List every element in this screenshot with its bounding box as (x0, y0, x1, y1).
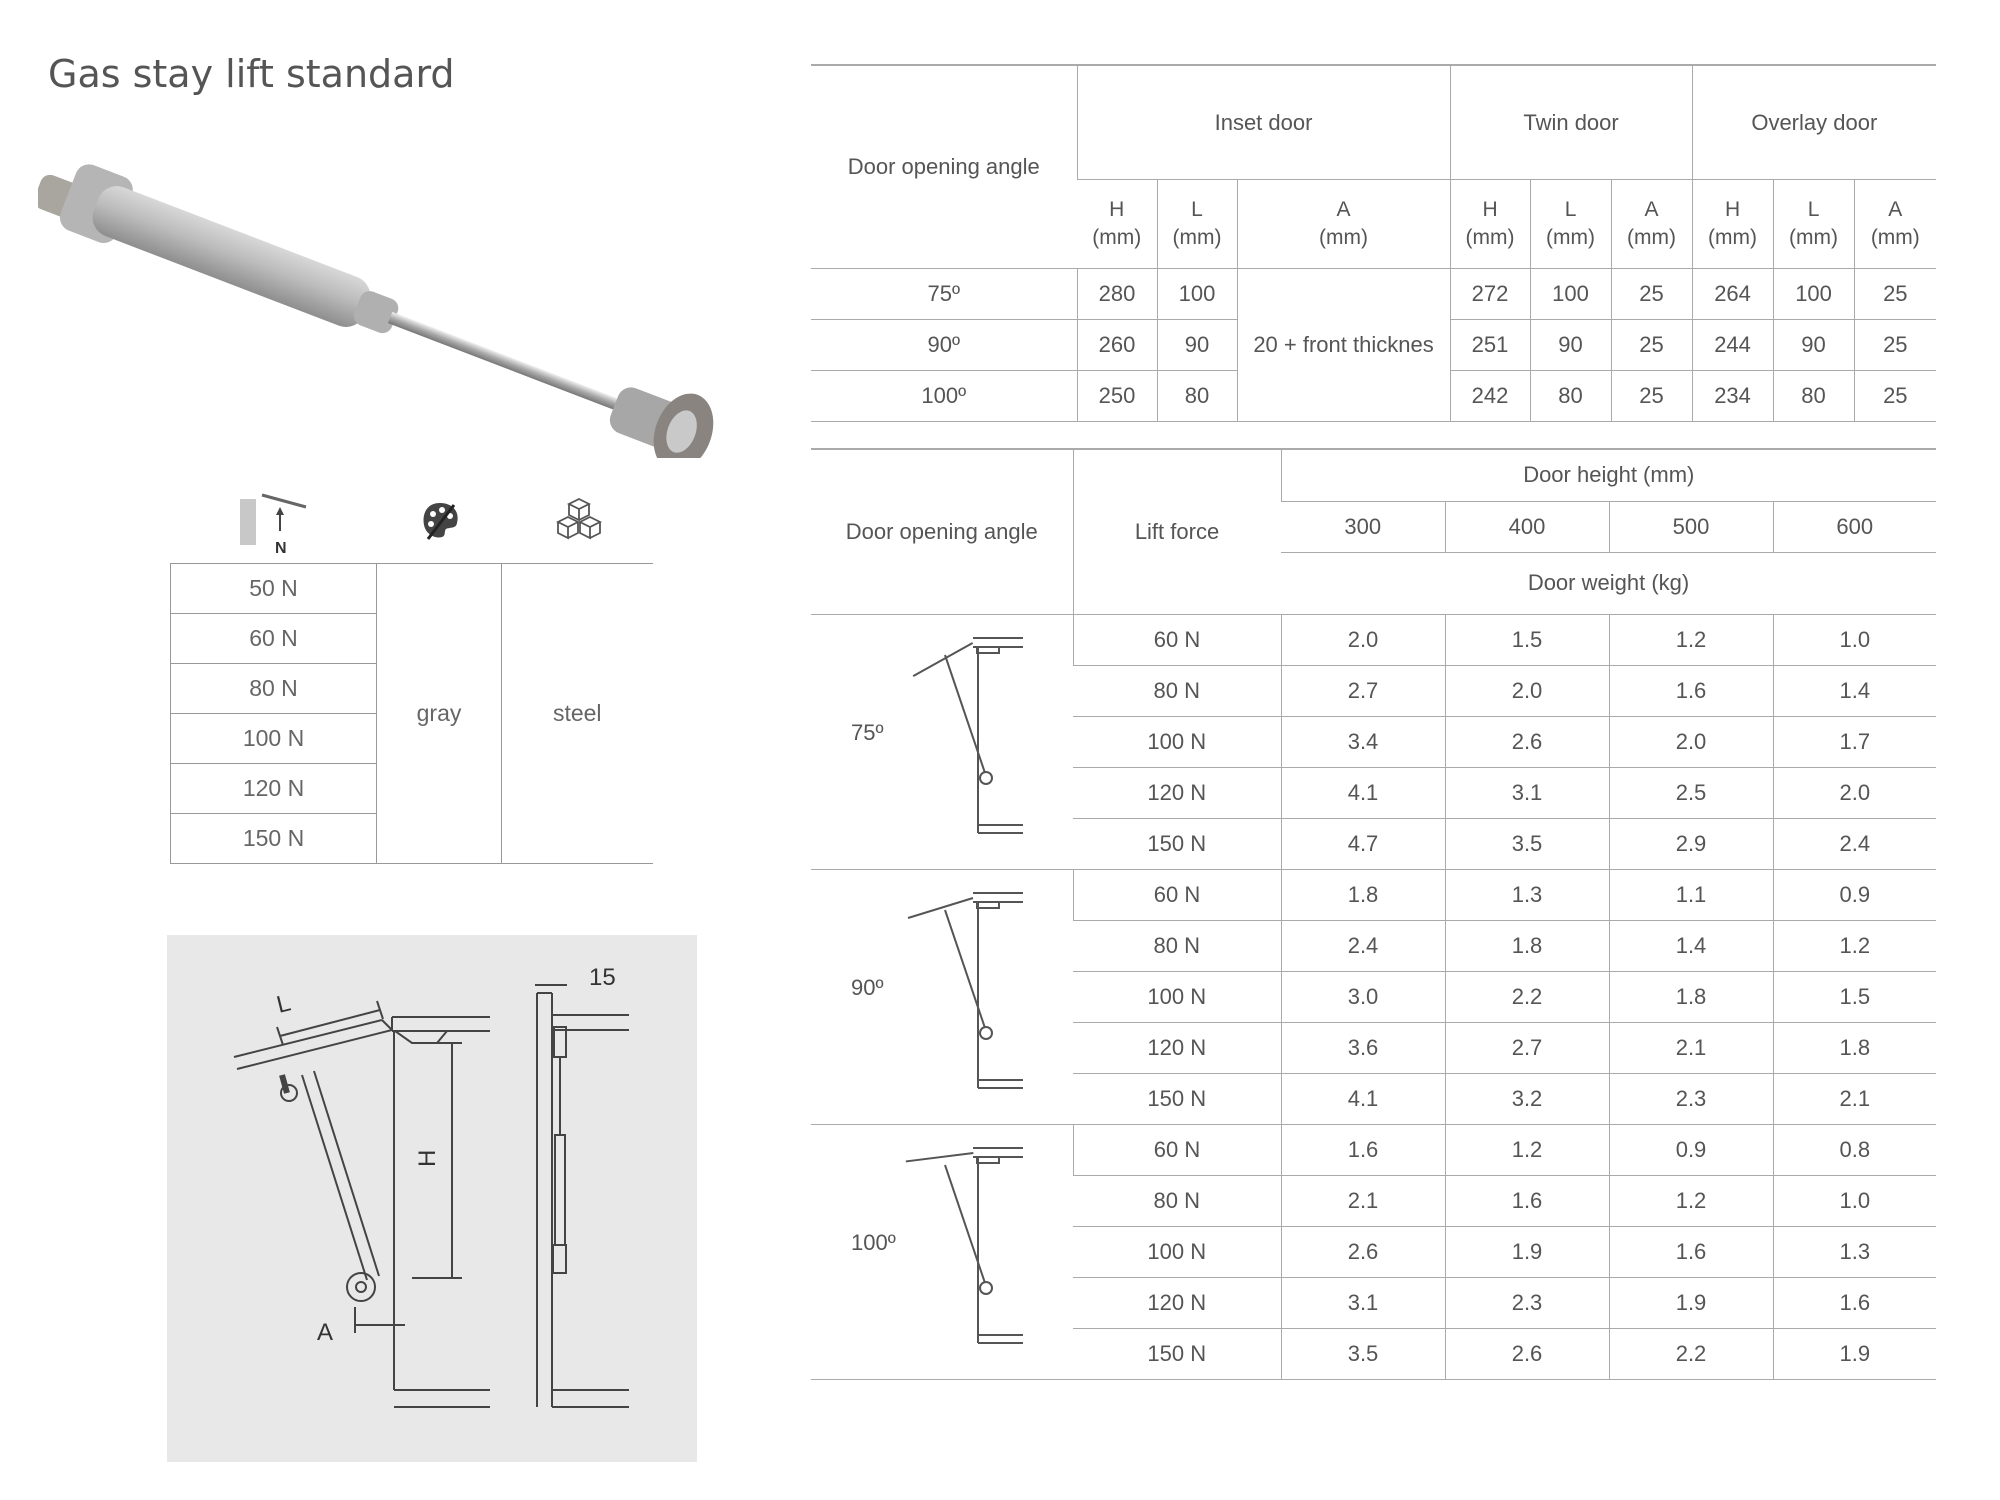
weight-value-cell: 4.1 (1281, 1073, 1445, 1124)
weight-value-cell: 3.1 (1445, 767, 1609, 818)
dimensions-table (811, 64, 1936, 422)
lift-force-cell: 80 N (1073, 665, 1281, 716)
installation-drawing (167, 935, 697, 1462)
lift-force-cell: 100 N (1073, 716, 1281, 767)
installation-diagram (167, 935, 697, 1462)
table-row (811, 869, 1936, 920)
weight-value-cell: 1.3 (1445, 869, 1609, 920)
angle-cell: 100º (811, 371, 1077, 422)
lift-force-cell: 100 N (1073, 1226, 1281, 1277)
door-angle-90-icon (903, 888, 1033, 1108)
dimension-label-H: H (414, 1149, 441, 1167)
header-door-opening-angle: Door opening angle (811, 449, 1073, 614)
weight-value-cell: 2.0 (1281, 614, 1445, 665)
lift-force-cell: 60 N (1073, 614, 1281, 665)
value-cell: 100 (1157, 269, 1237, 320)
weight-value-cell: 1.7 (1773, 716, 1936, 767)
lift-force-cell: 80 N (1073, 920, 1281, 971)
force-option: 100 N (171, 714, 377, 764)
dimension-label-A: A (317, 1319, 334, 1346)
col-unit: (mm) (1092, 226, 1142, 250)
height-col: 600 (1773, 501, 1936, 552)
weight-value-cell: 1.9 (1773, 1328, 1936, 1379)
header-door-weight: Door weight (kg) (1281, 552, 1936, 614)
value-cell: 280 (1077, 269, 1157, 320)
header-twin-door: Twin door (1450, 65, 1692, 180)
weight-value-cell: 2.9 (1609, 818, 1773, 869)
col-L: L (1191, 198, 1203, 222)
value-cell: 244 (1692, 320, 1773, 371)
weight-value-cell: 2.1 (1773, 1073, 1936, 1124)
lift-force-cell: 120 N (1073, 767, 1281, 818)
weight-value-cell: 2.0 (1609, 716, 1773, 767)
weight-value-cell: 3.0 (1281, 971, 1445, 1022)
value-cell: 25 (1611, 269, 1692, 320)
weight-value-cell: 3.2 (1445, 1073, 1609, 1124)
weight-value-cell: 1.2 (1445, 1124, 1609, 1175)
weight-value-cell: 1.1 (1609, 869, 1773, 920)
angle-label: 100º (851, 1229, 896, 1255)
weight-value-cell: 1.8 (1281, 869, 1445, 920)
value-cell: 25 (1611, 320, 1692, 371)
value-cell: 242 (1450, 371, 1530, 422)
weight-value-cell: 3.1 (1281, 1277, 1445, 1328)
height-col: 400 (1445, 501, 1609, 552)
force-option: 60 N (171, 614, 377, 664)
weight-value-cell: 1.8 (1445, 920, 1609, 971)
angle-group-cell (811, 869, 1073, 1124)
angle-cell: 90º (811, 320, 1077, 371)
col-unit: (mm) (1546, 226, 1596, 250)
table-row (811, 614, 1936, 665)
col-H: H (1482, 198, 1498, 222)
col-L: L (1564, 198, 1577, 222)
col-L: L (1807, 198, 1820, 222)
weight-value-cell: 2.2 (1445, 971, 1609, 1022)
lift-force-cell: 150 N (1073, 818, 1281, 869)
weight-value-cell: 2.4 (1281, 920, 1445, 971)
variants-table (170, 563, 653, 864)
angle-group-cell (811, 1124, 1073, 1379)
weight-value-cell: 3.4 (1281, 716, 1445, 767)
force-icon (238, 493, 308, 557)
page-title: Gas stay lift standard (48, 52, 455, 96)
angle-group-cell (811, 614, 1073, 869)
weight-value-cell: 0.9 (1773, 869, 1936, 920)
weight-value-cell: 1.4 (1609, 920, 1773, 971)
weight-value-cell: 1.6 (1773, 1277, 1936, 1328)
value-cell: 80 (1773, 371, 1854, 422)
weight-value-cell: 1.3 (1773, 1226, 1936, 1277)
door-angle-75-icon (903, 633, 1033, 853)
value-cell: 100 (1530, 269, 1611, 320)
col-unit: (mm) (1172, 226, 1222, 250)
value-cell: 80 (1157, 371, 1237, 422)
col-unit: (mm) (1708, 226, 1758, 250)
weight-value-cell: 2.4 (1773, 818, 1936, 869)
lift-force-cell: 60 N (1073, 1124, 1281, 1175)
col-H: H (1109, 198, 1125, 222)
weight-value-cell: 1.5 (1773, 971, 1936, 1022)
angle-label: 90º (851, 974, 884, 1000)
force-option: 120 N (171, 764, 377, 814)
lift-force-cell: 120 N (1073, 1277, 1281, 1328)
weight-value-cell: 1.8 (1773, 1022, 1936, 1073)
force-option: 50 N (171, 564, 377, 614)
value-cell: 25 (1611, 371, 1692, 422)
header-door-opening-angle: Door opening angle (811, 65, 1077, 269)
col-unit: (mm) (1870, 226, 1920, 250)
dimension-label-15: 15 (589, 964, 616, 991)
col-A: A (1888, 198, 1903, 222)
weight-value-cell: 2.1 (1281, 1175, 1445, 1226)
weight-value-cell: 1.2 (1773, 920, 1936, 971)
weight-value-cell: 1.2 (1609, 1175, 1773, 1226)
angle-cell: 75º (811, 269, 1077, 320)
weight-value-cell: 4.1 (1281, 767, 1445, 818)
value-cell: 272 (1450, 269, 1530, 320)
weight-value-cell: 1.4 (1773, 665, 1936, 716)
lift-force-cell: 60 N (1073, 869, 1281, 920)
value-cell: 260 (1077, 320, 1157, 371)
weight-value-cell: 2.2 (1609, 1328, 1773, 1379)
weight-value-cell: 3.5 (1445, 818, 1609, 869)
value-cell: 25 (1854, 269, 1936, 320)
weight-value-cell: 1.8 (1609, 971, 1773, 1022)
weight-value-cell: 2.6 (1445, 1328, 1609, 1379)
value-cell: 100 (1773, 269, 1854, 320)
lift-force-cell: 150 N (1073, 1073, 1281, 1124)
weight-value-cell: 1.9 (1609, 1277, 1773, 1328)
angle-label: 75º (851, 719, 884, 745)
lift-force-cell: 100 N (1073, 971, 1281, 1022)
weight-value-cell: 3.6 (1281, 1022, 1445, 1073)
lift-force-cell: 150 N (1073, 1328, 1281, 1379)
inset-A-value: 20 + front thicknes (1237, 269, 1450, 422)
table-row (811, 1124, 1936, 1175)
lift-force-cell: 80 N (1073, 1175, 1281, 1226)
weight-value-cell: 2.0 (1445, 665, 1609, 716)
weight-value-cell: 1.0 (1773, 1175, 1936, 1226)
header-inset-door: Inset door (1077, 65, 1450, 180)
weight-value-cell: 1.6 (1281, 1124, 1445, 1175)
weight-value-cell: 2.5 (1609, 767, 1773, 818)
cubes-material-icon (555, 495, 603, 543)
gas-stay-product-image (38, 138, 778, 458)
weight-value-cell: 2.6 (1281, 1226, 1445, 1277)
palette-icon (420, 499, 460, 543)
value-cell: 251 (1450, 320, 1530, 371)
weight-value-cell: 1.5 (1445, 614, 1609, 665)
weight-value-cell: 0.9 (1609, 1124, 1773, 1175)
value-cell: 80 (1530, 371, 1611, 422)
material-value: steel (502, 564, 653, 864)
col-unit: (mm) (1465, 226, 1515, 250)
height-col: 300 (1281, 501, 1445, 552)
weight-value-cell: 1.9 (1445, 1226, 1609, 1277)
weight-value-cell: 2.3 (1609, 1073, 1773, 1124)
value-cell: 25 (1854, 320, 1936, 371)
value-cell: 264 (1692, 269, 1773, 320)
col-unit: (mm) (1627, 226, 1677, 250)
door-angle-100-icon (903, 1143, 1033, 1363)
col-H: H (1724, 198, 1741, 222)
value-cell: 25 (1854, 371, 1936, 422)
col-unit: (mm) (1789, 226, 1839, 250)
weight-value-cell: 2.7 (1281, 665, 1445, 716)
force-unit-label: N (275, 540, 287, 557)
weight-value-cell: 0.8 (1773, 1124, 1936, 1175)
value-cell: 234 (1692, 371, 1773, 422)
weight-value-cell: 2.0 (1773, 767, 1936, 818)
col-A: A (1336, 198, 1351, 222)
col-A: A (1644, 198, 1659, 222)
value-cell: 250 (1077, 371, 1157, 422)
weight-value-cell: 4.7 (1281, 818, 1445, 869)
weight-value-cell: 1.6 (1609, 1226, 1773, 1277)
force-option: 80 N (171, 664, 377, 714)
weight-value-cell: 2.3 (1445, 1277, 1609, 1328)
table-row (811, 269, 1936, 320)
value-cell: 90 (1773, 320, 1854, 371)
weight-value-cell: 2.6 (1445, 716, 1609, 767)
value-cell: 90 (1530, 320, 1611, 371)
header-overlay-door: Overlay door (1692, 65, 1936, 180)
weight-value-cell: 3.5 (1281, 1328, 1445, 1379)
col-unit: (mm) (1319, 226, 1368, 250)
weight-value-cell: 2.1 (1609, 1022, 1773, 1073)
weight-value-cell: 1.2 (1609, 614, 1773, 665)
header-lift-force: Lift force (1073, 449, 1281, 614)
variant-icons-row (170, 485, 650, 565)
door-weight-table (811, 448, 1936, 1380)
value-cell: 90 (1157, 320, 1237, 371)
header-door-height: Door height (mm) (1281, 449, 1936, 501)
dimension-label-L: L (273, 989, 294, 1019)
force-option: 150 N (171, 814, 377, 864)
lift-force-cell: 120 N (1073, 1022, 1281, 1073)
weight-value-cell: 1.6 (1445, 1175, 1609, 1226)
weight-value-cell: 1.0 (1773, 614, 1936, 665)
color-value: gray (377, 564, 502, 864)
weight-value-cell: 1.6 (1609, 665, 1773, 716)
weight-value-cell: 2.7 (1445, 1022, 1609, 1073)
height-col: 500 (1609, 501, 1773, 552)
